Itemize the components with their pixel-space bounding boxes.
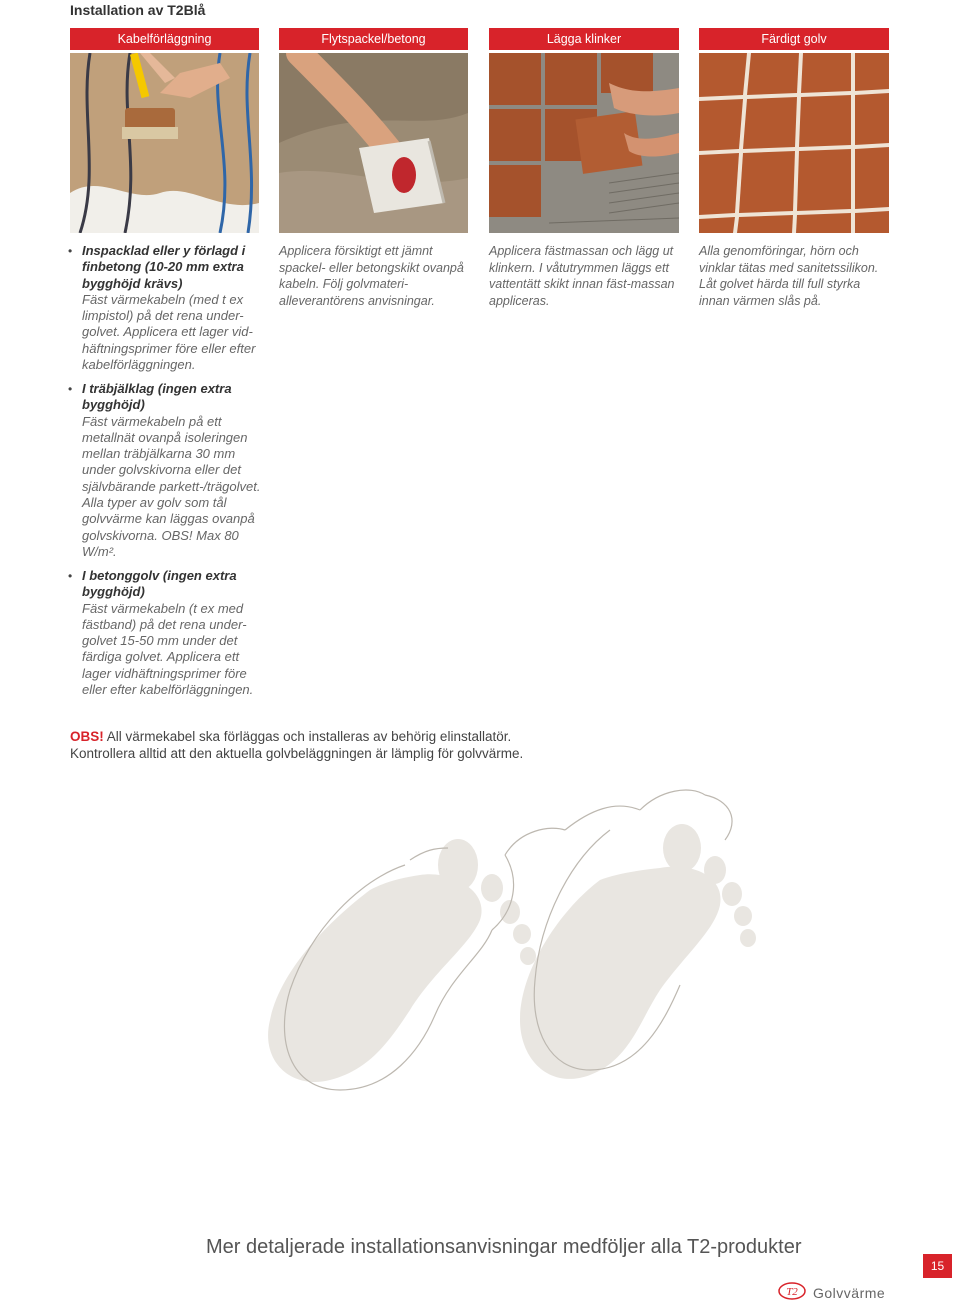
brand-name: Golvvärme (813, 1285, 886, 1301)
bullet-dot: • (68, 244, 73, 258)
bullet-dot: • (68, 382, 73, 396)
photo-laying-tiles (489, 53, 679, 233)
bullet-heading: I träbjälklag (ingen extra bygghöjd) (82, 381, 232, 413)
photo-screed (279, 53, 468, 233)
caption-fardigt-golv: Alla genomföringar, hörn och vinklar tätas med sanitetssilikon. Låt golvet härda till full styrka innan värmen slås på. (699, 244, 879, 308)
bullet-body: Fäst värmekabeln (t ex med fästband) på det rena under-golvet 15-50 mm under det färdiga golvet. Applicera ett lager vidhäftningsprimer före eller efter kabelförläggningen. (82, 600, 254, 698)
feet-illustration (220, 770, 780, 1115)
bullet-item (68, 568, 268, 698)
caption-lagga-klinker: Applicera fästmassan och lägg ut klinkern. I våtutrymmen läggs ett vattentätt skikt innan fäst-massan appliceras. (489, 244, 675, 308)
footer-slogan: Mer detaljerade installationsanvisningar medföljer alla T2-produkter (206, 1236, 802, 1258)
photo-finished-floor (699, 53, 889, 233)
brand (777, 1283, 885, 1303)
page-title: Installation av T2Blå (70, 2, 206, 18)
bullet-heading: Inspacklad eller y förlagd i finbetong (10-20 mm extra bygghöjd krävs) (82, 243, 246, 291)
step-header-lagga-klinker: Lägga klinker (489, 28, 679, 50)
bullet-heading: I betonggolv (ingen extra bygghöjd) (82, 568, 237, 600)
t2-logo-icon (777, 1281, 807, 1306)
step-header-kabelforlaggning: Kabelförläggning (70, 28, 259, 50)
step-header-flytspackel: Flytspackel/betong (279, 28, 468, 50)
obs-label: OBS! (70, 729, 104, 744)
obs-line-1: All värmekabel ska förläggas och installeras av behörig elinstallatör. (106, 729, 512, 744)
page-number: 15 (923, 1254, 952, 1278)
obs-line-2: Kontrollera alltid att den aktuella golvbeläggningen är lämplig för golvvärme. (70, 746, 524, 761)
obs-note (70, 728, 523, 762)
caption-flytspackel: Applicera försiktigt ett jämnt spackel- eller betongskikt ovanpå kabeln. Följ golvmateri-alleverantörens anvisningar. (279, 244, 464, 308)
svg-text:T2: T2 (786, 1285, 798, 1298)
photo-cable-laying (70, 53, 259, 233)
bullet-dot: • (68, 569, 73, 583)
bullet-body: Fäst värmekabeln på ett metallnät ovanpå isoleringen mellan träbjälkarna 30 mm under golvskivorna eller det självbärande parkett-/trägolvet. Alla typer av golv som tål golvvärme kan läggas ovanpå golvskivorna. OBS! Max 80 W/m². (82, 413, 261, 559)
bullet-item (68, 243, 268, 373)
bullet-body: Fäst värmekabeln (med t ex limpistol) på det rena under-golvet. Applicera ett lager vid-häftningsprimer före eller efter kabelförläggningen. (82, 291, 256, 373)
step-header-fardigt-golv: Färdigt golv (699, 28, 889, 50)
bullet-item (68, 381, 268, 560)
